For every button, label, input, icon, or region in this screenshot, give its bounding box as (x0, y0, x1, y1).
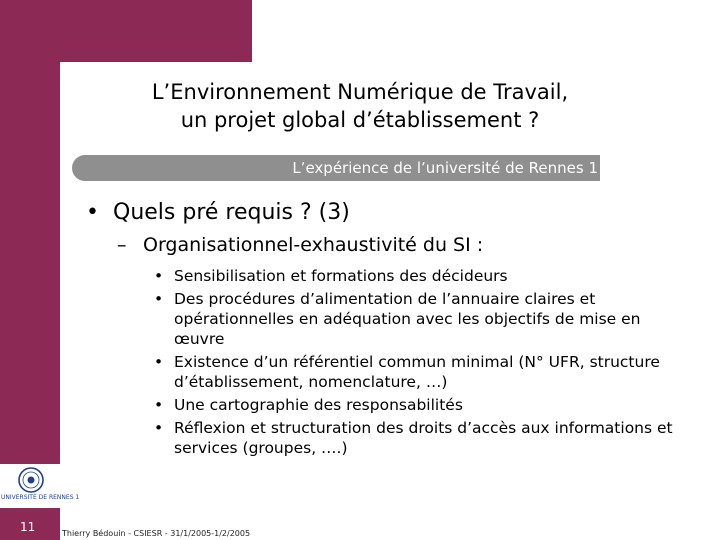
logo-text: UNIVERSITÉ DE RENNES 1 (1, 494, 80, 501)
page-number: 11 (20, 520, 36, 534)
subtitle-bar (72, 155, 600, 181)
list-item-text: Des procédures d’alimentation de l’annuaire claires et opérationnelles en adéquation avec les objectifs de mise en œuvre (174, 290, 641, 348)
list-item (154, 395, 674, 415)
level2-item (117, 232, 686, 258)
list-item-text: Sensibilisation et formations des décideurs (174, 267, 508, 285)
title-line-1: L’Environnement Numérique de Travail, (151, 80, 569, 104)
footer-text: Thierry Bédouin - CSIESR - 31/1/2005-1/2/2005 (62, 529, 251, 538)
list-item (154, 289, 674, 349)
slide-content (86, 198, 686, 461)
seal-icon (16, 466, 46, 494)
bullet-dot: • (86, 200, 99, 225)
bullet-dash: – (117, 234, 127, 256)
level2-text: Organisationnel-exhaustivité du SI : (143, 234, 484, 256)
list-item (154, 266, 674, 286)
subtitle-text: L’expérience de l’université de Rennes 1 (292, 159, 598, 177)
level1-text: Quels pré requis ? (3) (113, 200, 350, 225)
bullet-dot: • (154, 353, 164, 371)
top-band (0, 0, 252, 62)
list-item (154, 352, 674, 392)
list-item-text: Une cartographie des responsabilités (174, 396, 463, 414)
bullet-dot: • (154, 396, 164, 414)
level1-item (86, 198, 686, 228)
bullet-dot: • (154, 419, 164, 437)
title-line-2: un projet global d’établissement ? (180, 108, 540, 132)
list-item-text: Existence d’un référentiel commun minimal (N° UFR, structure d’établissement, nomenclature, …) (174, 353, 660, 391)
list-item-text: Réflexion et structuration des droits d’accès aux informations et services (groupes, ….) (174, 419, 673, 457)
university-logo (0, 464, 80, 508)
list-item (154, 418, 674, 458)
bullet-dot: • (154, 290, 164, 308)
bullet-list (154, 266, 674, 458)
bullet-dot: • (154, 267, 164, 285)
slide-title (100, 78, 620, 134)
left-band (0, 0, 80, 540)
